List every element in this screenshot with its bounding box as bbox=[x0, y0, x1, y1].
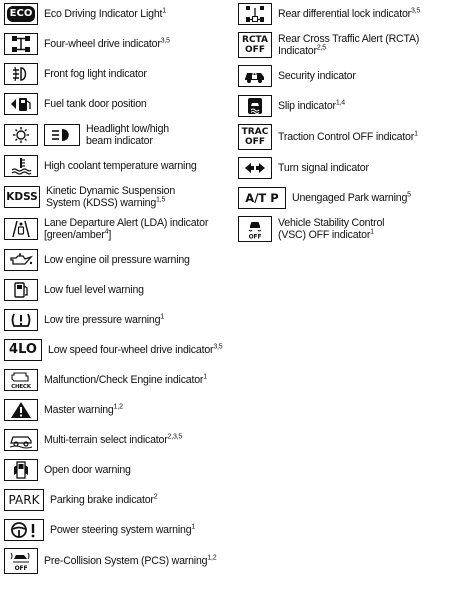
list-item: Master warning$^{1,2}$ bbox=[4, 398, 236, 422]
kdss-icon: KDSS bbox=[4, 186, 40, 208]
master-warning-icon bbox=[4, 399, 38, 421]
list-item: Low engine oil pressure warning bbox=[4, 248, 236, 272]
list-item: Slip indicator$^{1,4}$ bbox=[238, 94, 464, 118]
list-item: Open door warning bbox=[4, 458, 236, 482]
park-icon: PARK bbox=[4, 489, 44, 511]
eco-icon: ECO bbox=[4, 3, 38, 25]
list-item: 4LO Low speed four-wheel drive indicator$^{3,5}$ bbox=[4, 338, 236, 362]
list-item: Lane Departure Alert (LDA) indicator [green/amber$^4$] bbox=[4, 216, 236, 242]
atp-icon: A/T P bbox=[238, 187, 286, 209]
rear-diff-lock-icon bbox=[238, 3, 272, 25]
light-icon bbox=[4, 124, 38, 146]
slip-icon bbox=[238, 95, 272, 117]
list-item: A/T P Unengaged Park warning$^5$ bbox=[238, 186, 464, 210]
turn-signal-icon bbox=[238, 157, 272, 179]
4lo-icon: 4LO bbox=[4, 339, 42, 361]
list-item: Four-wheel drive indicator$^{3,5}$ bbox=[4, 32, 236, 56]
list-item: Fuel tank door position bbox=[4, 92, 236, 116]
vsc-off-icon bbox=[238, 216, 272, 242]
lane-departure-icon bbox=[4, 218, 38, 240]
list-item: PARK Parking brake indicator$^2$ bbox=[4, 488, 236, 512]
svg-text:OFF: OFF bbox=[14, 565, 28, 572]
list-item: Low fuel level warning bbox=[4, 278, 236, 302]
list-item: Turn signal indicator bbox=[238, 156, 464, 180]
oil-pressure-icon bbox=[4, 249, 38, 271]
fuel-door-icon bbox=[4, 93, 38, 115]
open-door-icon bbox=[4, 459, 38, 481]
pcs-icon bbox=[4, 548, 38, 574]
tire-pressure-icon bbox=[4, 309, 38, 331]
list-item: High coolant temperature warning bbox=[4, 154, 236, 178]
list-item: Security indicator bbox=[238, 64, 464, 88]
coolant-temp-icon bbox=[4, 155, 38, 177]
security-icon bbox=[238, 65, 272, 87]
fog-light-icon bbox=[4, 63, 38, 85]
list-item: Rear differential lock indicator$^{3,5}$ bbox=[238, 2, 464, 26]
list-item: OFF Vehicle Stability Control (VSC) OFF indicator$^1$ bbox=[238, 216, 464, 242]
svg-text:CHECK: CHECK bbox=[11, 384, 31, 390]
check-engine-icon bbox=[4, 369, 38, 391]
list-item: Low tire pressure warning$^1$ bbox=[4, 308, 236, 332]
list-item: OFF Pre-Collision System (PCS) warning$^{1,2}$ bbox=[4, 548, 236, 574]
trac-off-icon: TRAC OFF bbox=[238, 124, 272, 150]
list-item: RCTA OFF Rear Cross Traffic Alert (RCTA) Indicator$^{2,5}$ bbox=[238, 32, 464, 58]
right-column bbox=[238, 2, 464, 242]
power-steering-icon bbox=[4, 519, 44, 541]
left-column bbox=[4, 2, 236, 574]
list-item: TRAC OFF Traction Control OFF indicator$^1$ bbox=[238, 124, 464, 150]
list-item: KDSS Kinetic Dynamic Suspension System (KDSS) warning$^{1,5}$ bbox=[4, 184, 236, 210]
list-item: Headlight low/high beam indicator bbox=[4, 122, 236, 148]
headlight-icon bbox=[44, 124, 80, 146]
list-item: ECO Eco Driving Indicator Light$^1$ bbox=[4, 2, 236, 26]
list-item: CHECK Malfunction/Check Engine indicator$^1$ bbox=[4, 368, 236, 392]
list-item: Front fog light indicator bbox=[4, 62, 236, 86]
multi-terrain-icon bbox=[4, 429, 38, 451]
rcta-icon: RCTA OFF bbox=[238, 32, 272, 58]
svg-text:OFF: OFF bbox=[248, 233, 262, 241]
list-item: Multi-terrain select indicator$^{2,3,5}$ bbox=[4, 428, 236, 452]
list-item: Power steering system warning$^1$ bbox=[4, 518, 236, 542]
low-fuel-icon bbox=[4, 279, 38, 301]
four-wheel-drive-icon bbox=[4, 33, 38, 55]
